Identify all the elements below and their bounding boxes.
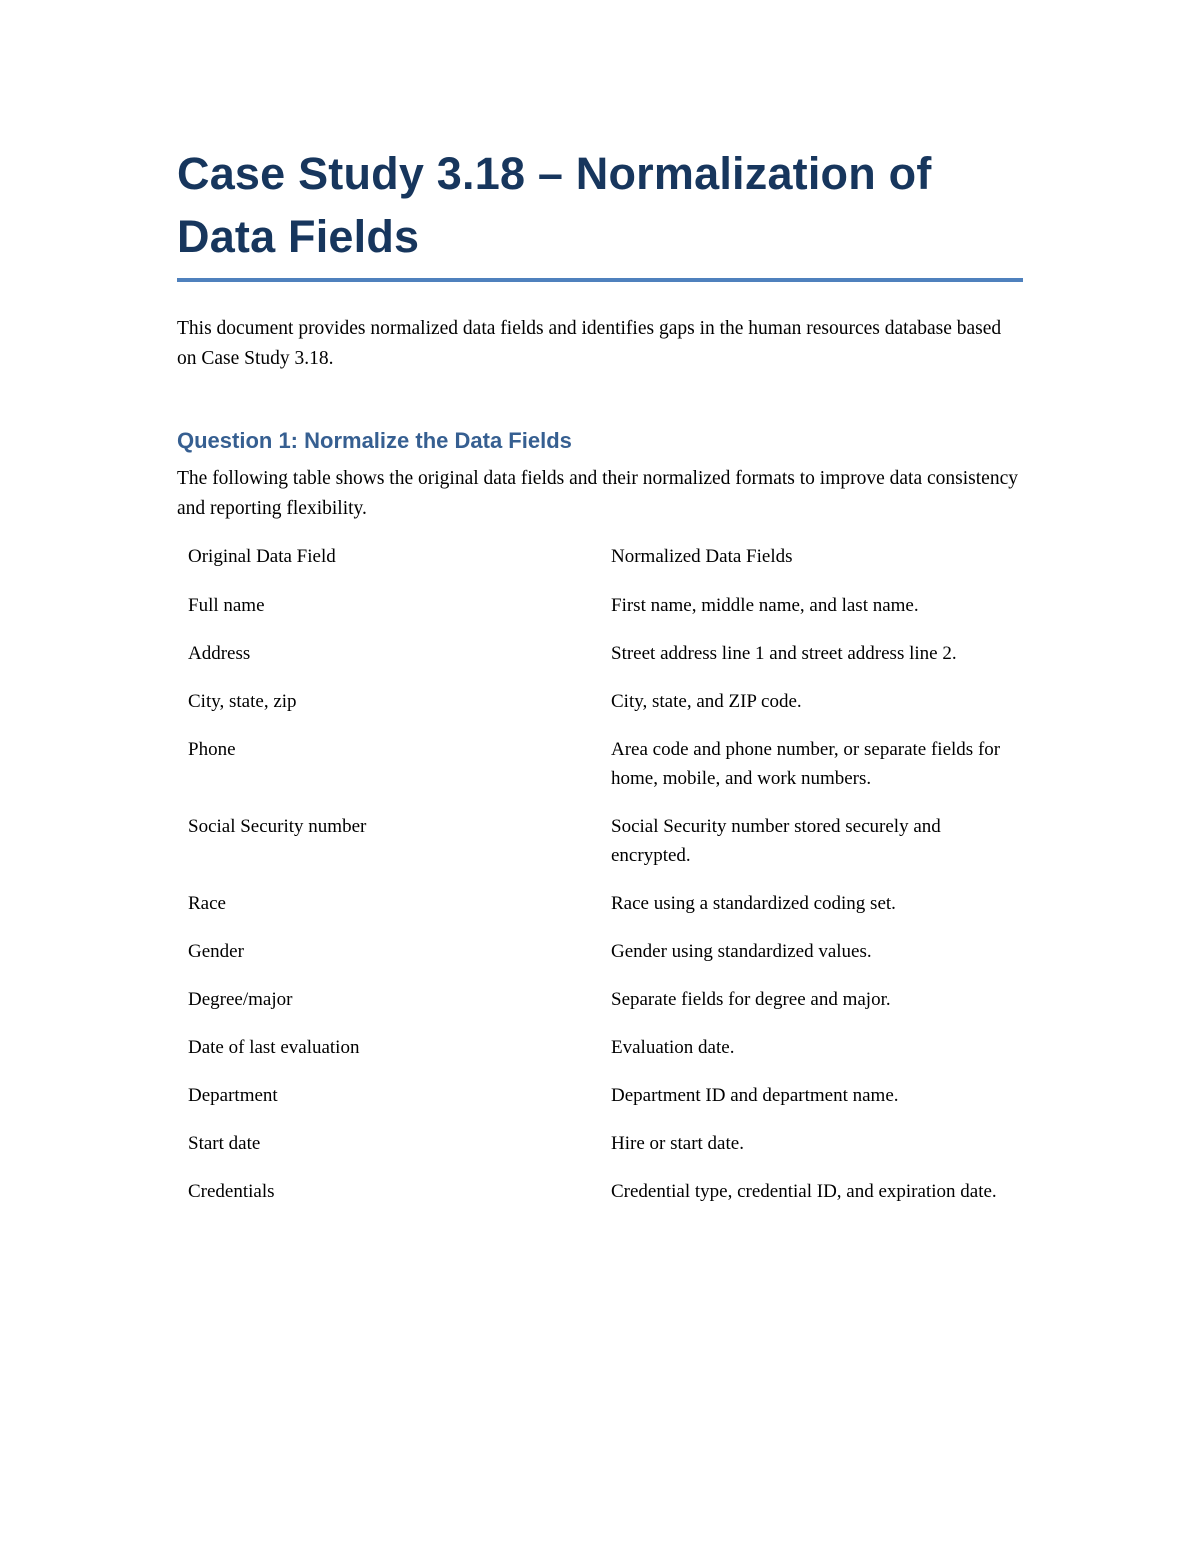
original-field-cell: Date of last evaluation [188, 1037, 360, 1058]
table-header-row [177, 542, 1023, 591]
title-line-2: Data Fields [177, 211, 420, 262]
table-row [177, 985, 1023, 1033]
normalized-field-cell: Credential type, credential ID, and expiration date. [611, 1181, 997, 1202]
original-field-cell: Degree/major [188, 989, 293, 1010]
table-row [177, 639, 1023, 687]
original-field-cell: Address [188, 643, 251, 664]
document-body [177, 142, 1023, 1225]
table-row [177, 1129, 1023, 1177]
normalized-field-cell: Street address line 1 and street address line 2. [611, 643, 957, 664]
table-row [177, 735, 1023, 812]
column-header-normalized: Normalized Data Fields [611, 546, 793, 567]
table-row [177, 937, 1023, 985]
original-field-cell: Social Security number [188, 816, 367, 837]
intro-paragraph: This document provides normalized data fields and identifies gaps in the human resources database based on Case Study 3.18. [177, 318, 1002, 369]
original-field-cell: Phone [188, 739, 236, 760]
table-row [177, 1081, 1023, 1129]
original-field-cell: Credentials [188, 1181, 275, 1202]
table-row [177, 591, 1023, 639]
page-title [177, 142, 1023, 268]
normalized-field-cell: Area code and phone number, or separate fields for home, mobile, and work numbers. [611, 739, 1001, 789]
normalized-field-cell: Separate fields for degree and major. [611, 989, 891, 1010]
section-heading: Question 1: Normalize the Data Fields [177, 428, 572, 453]
original-field-cell: Race [188, 893, 226, 914]
section-paragraph: The following table shows the original data fields and their normalized formats to improve data consistency and reporting flexibility. [177, 468, 1018, 519]
table-row [177, 1033, 1023, 1081]
table-row [177, 889, 1023, 937]
title-underline [177, 278, 1023, 282]
normalized-field-cell: Evaluation date. [611, 1037, 735, 1058]
normalized-field-cell: Social Security number stored securely and encrypted. [611, 816, 941, 866]
table-row [177, 812, 1023, 889]
title-line-1: Case Study 3.18 – Normalization of [177, 148, 932, 199]
original-field-cell: Start date [188, 1133, 261, 1154]
original-field-cell: Gender [188, 941, 244, 962]
original-field-cell: Department [188, 1085, 278, 1106]
normalized-field-cell: Race using a standardized coding set. [611, 893, 896, 914]
column-header-original: Original Data Field [188, 546, 336, 567]
table-row [177, 1177, 1023, 1225]
normalization-table [177, 542, 1023, 1225]
normalized-field-cell: Department ID and department name. [611, 1085, 899, 1106]
table-row [177, 687, 1023, 735]
normalized-field-cell: Gender using standardized values. [611, 941, 872, 962]
normalized-field-cell: City, state, and ZIP code. [611, 691, 802, 712]
original-field-cell: Full name [188, 595, 265, 616]
normalized-field-cell: Hire or start date. [611, 1133, 744, 1154]
original-field-cell: City, state, zip [188, 691, 297, 712]
normalized-field-cell: First name, middle name, and last name. [611, 595, 919, 616]
